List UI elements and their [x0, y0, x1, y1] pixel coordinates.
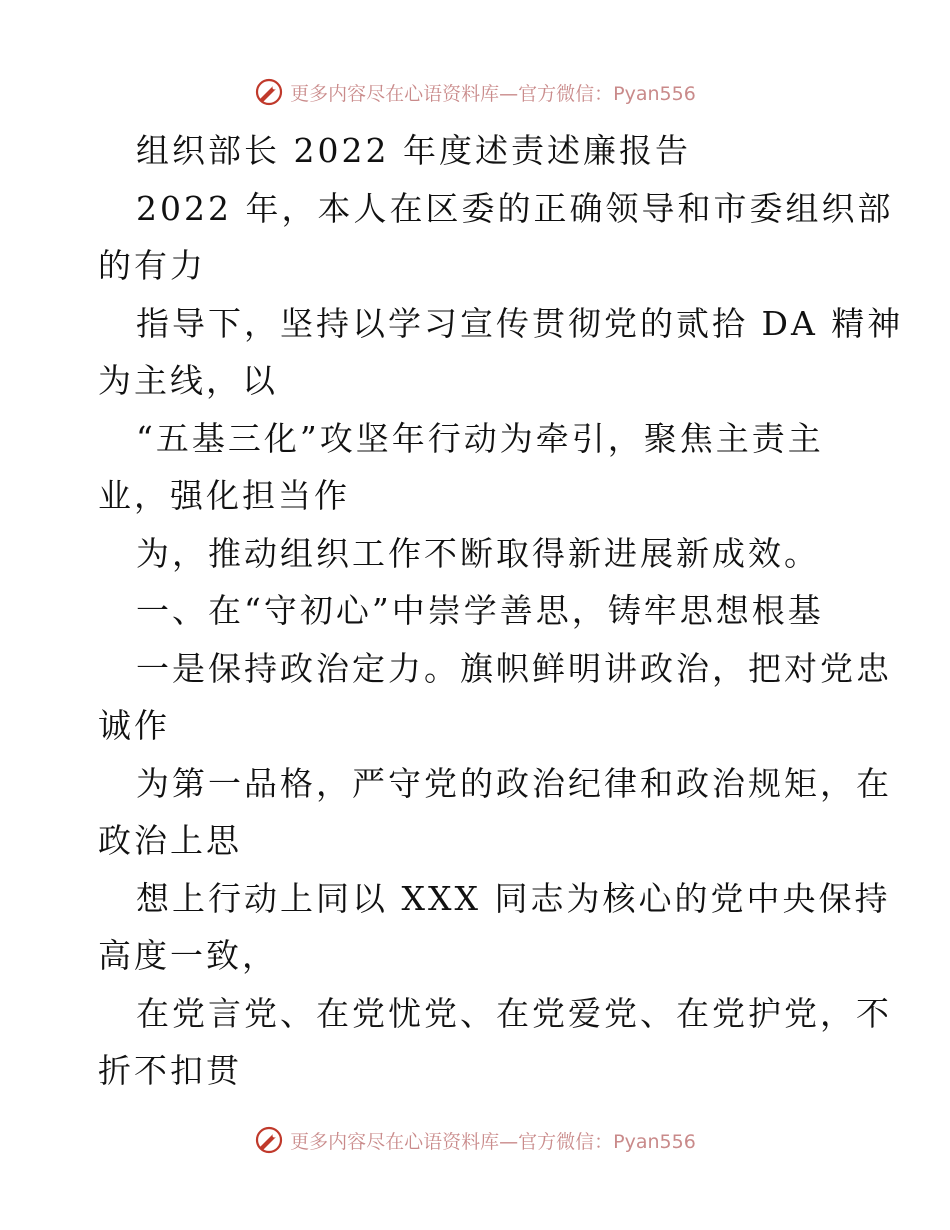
- pen-nib-logo-icon: [254, 77, 284, 107]
- document-title: 组织部长 2022 年度述责述廉报告: [136, 131, 691, 170]
- paragraph-line: 高度一致，: [98, 936, 278, 975]
- pen-nib-logo-icon: [254, 1125, 284, 1155]
- paragraph-line: 指导下，坚持以学习宣传贯彻党的贰拾 DA 精神: [136, 303, 904, 343]
- footer-watermark-banner: [0, 1120, 950, 1160]
- paragraph-line: 在党言党、在党忧党、在党爱党、在党护党，不: [136, 993, 892, 1033]
- paragraph-line: 想上行动上同以 XXX 同志为核心的党中央保持: [136, 878, 891, 918]
- paragraph-line: 诚作: [98, 706, 170, 745]
- header-watermark-banner: [0, 72, 950, 112]
- paragraph-line: 政治上思: [98, 821, 242, 860]
- paragraph-line: 为主线，以: [98, 361, 278, 400]
- paragraph-line: 为第一品格，严守党的政治纪律和政治规矩，在: [136, 763, 892, 803]
- paragraph-line: 一是保持政治定力。旗帜鲜明讲政治，把对党忠: [136, 648, 892, 688]
- watermark-text: 更多内容尽在心语资料库—官方微信：Pyan556: [290, 1130, 696, 1153]
- paragraph-line: 折不扣贯: [98, 1051, 242, 1090]
- paragraph-line: 业，强化担当作: [98, 476, 350, 515]
- paragraph-line: 为，推动组织工作不断取得新进展新成效。: [136, 533, 820, 573]
- document-body: [98, 122, 904, 1100]
- paragraph-line: 的有力: [98, 246, 206, 285]
- section-heading: 一、在“守初心”中崇学善思，铸牢思想根基: [136, 591, 824, 630]
- paragraph-line: 2022 年，本人在区委的正确领导和市委组织部: [136, 188, 894, 228]
- watermark-text: 更多内容尽在心语资料库—官方微信：Pyan556: [290, 82, 696, 105]
- paragraph-line: “五基三化”攻坚年行动为牵引，聚焦主责主: [136, 418, 824, 458]
